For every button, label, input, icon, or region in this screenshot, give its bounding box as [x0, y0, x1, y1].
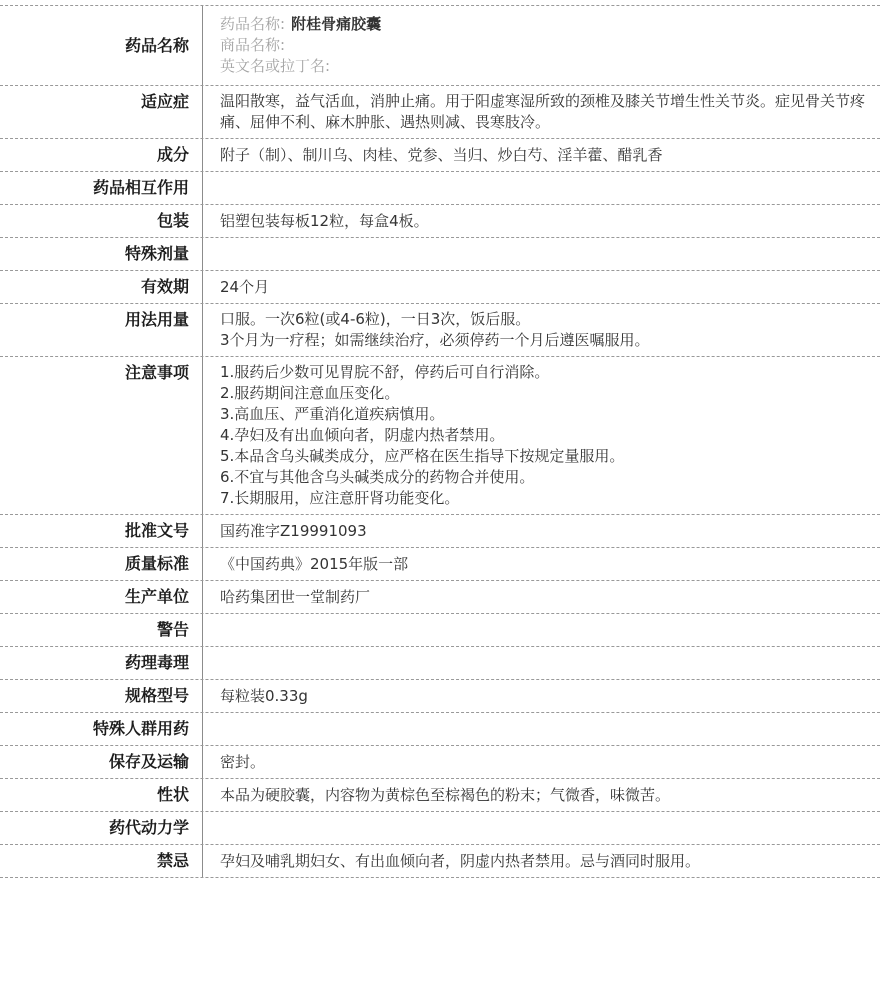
- row-label: 性状: [0, 779, 203, 811]
- table-row-precautions: [0, 357, 880, 515]
- content-line: 24个月: [220, 277, 270, 296]
- table-row-pharmacokinetics: [0, 812, 880, 845]
- row-content: [203, 812, 880, 844]
- table-row-quality-standard: [0, 548, 880, 581]
- trade-name-line: [220, 35, 866, 56]
- content-line: 5.本品含乌头碱类成分，应严格在医生指导下按规定量服用。: [220, 447, 625, 465]
- content-line: 附子（制）、制川乌、肉桂、党参、当归、炒白芍、淫羊藿、醋乳香: [220, 145, 663, 164]
- row-label: 成分: [0, 139, 203, 171]
- row-content: [203, 680, 880, 712]
- row-content: [203, 86, 880, 138]
- content-line: 孕妇及哺乳期妇女、有出血倾向者，阴虚内热者禁用。忌与酒同时服用。: [220, 851, 701, 870]
- table-row-warning: [0, 614, 880, 647]
- content-line: 密封。: [220, 752, 266, 771]
- table-row-manufacturer: [0, 581, 880, 614]
- row-label: 特殊剂量: [0, 238, 203, 270]
- row-content: [203, 6, 880, 85]
- row-label: 用法用量: [0, 304, 203, 356]
- content-line: 口服。一次6粒(或4-6粒)，一日3次，饭后服。: [220, 310, 531, 328]
- table-row-pharmacology-toxicology: [0, 647, 880, 680]
- drug-name-line: [220, 14, 866, 35]
- row-label: 禁忌: [0, 845, 203, 877]
- row-content: [203, 779, 880, 811]
- row-content: [203, 271, 880, 303]
- row-content: [203, 238, 880, 270]
- content-line: 7.长期服用，应注意肝肾功能变化。: [220, 489, 460, 507]
- row-label: 规格型号: [0, 680, 203, 712]
- row-content: [203, 845, 880, 877]
- row-label: 药品相互作用: [0, 172, 203, 204]
- table-row-storage-transport: [0, 746, 880, 779]
- row-label: 药代动力学: [0, 812, 203, 844]
- table-row-special-populations: [0, 713, 880, 746]
- row-label: 警告: [0, 614, 203, 646]
- content-line: 4.孕妇及有出血倾向者，阴虚内热者禁用。: [220, 426, 505, 444]
- row-label: 适应症: [0, 86, 203, 138]
- row-content: [203, 581, 880, 613]
- content-line: 哈药集团世一堂制药厂: [220, 587, 371, 606]
- row-label: 有效期: [0, 271, 203, 303]
- content-line: 3.高血压、严重消化道疾病慎用。: [220, 405, 445, 423]
- table-row-packaging: [0, 205, 880, 238]
- row-content: [203, 205, 880, 237]
- content-line: 《中国药典》2015年版一部: [220, 554, 409, 573]
- table-row-ingredients: [0, 139, 880, 172]
- row-content: [203, 139, 880, 171]
- row-content: [203, 357, 880, 514]
- content-line: 1.服药后少数可见胃脘不舒，停药后可自行消除。: [220, 363, 550, 381]
- table-row-specification: [0, 680, 880, 713]
- drug-name-prefix: 药品名称:: [220, 15, 286, 33]
- content-line: 国药准字Z19991093: [220, 521, 367, 540]
- row-content: [203, 614, 880, 646]
- row-label: 注意事项: [0, 357, 203, 514]
- row-label: 批准文号: [0, 515, 203, 547]
- drug-name-value: 附桂骨痛胶囊: [291, 15, 382, 33]
- table-row-contraindications: [0, 845, 880, 878]
- table-row-dosage-administration: [0, 304, 880, 357]
- row-content: [203, 515, 880, 547]
- row-content: [203, 746, 880, 778]
- content-line: 铝塑包装每板12粒，每盒4板。: [220, 211, 429, 230]
- content-line: 2.服药期间注意血压变化。: [220, 384, 400, 402]
- table-row-special-dosage: [0, 238, 880, 271]
- row-label: 生产单位: [0, 581, 203, 613]
- row-content: [203, 713, 880, 745]
- table-row-approval-number: [0, 515, 880, 548]
- content-line: 本品为硬胶囊，内容物为黄棕色至棕褐色的粉末；气微香，味微苦。: [220, 785, 671, 804]
- table-row-shelf-life: [0, 271, 880, 304]
- table-row-indications: [0, 86, 880, 139]
- table-row-drug-interactions: [0, 172, 880, 205]
- row-label: 包装: [0, 205, 203, 237]
- content-line: 6.不宜与其他含乌头碱类成分的药物合并使用。: [220, 468, 535, 486]
- drug-info-table: [0, 5, 880, 878]
- row-content: [203, 647, 880, 679]
- row-label: 特殊人群用药: [0, 713, 203, 745]
- content-line: 每粒装0.33g: [220, 686, 308, 705]
- latin-name-prefix: 英文名或拉丁名:: [220, 57, 331, 75]
- row-content: [203, 548, 880, 580]
- row-label: 药品名称: [0, 6, 203, 85]
- table-row-drug-name: [0, 6, 880, 86]
- trade-name-prefix: 商品名称:: [220, 36, 286, 54]
- row-content: [203, 172, 880, 204]
- row-label: 保存及运输: [0, 746, 203, 778]
- row-label: 药理毒理: [0, 647, 203, 679]
- content-line: 温阳散寒，益气活血，消肿止痛。用于阳虚寒湿所致的颈椎及膝关节增生性关节炎。症见骨关节疼痛、屈伸不利、麻木肿胀、遇热则减、畏寒肢冷。: [220, 92, 866, 131]
- row-label: 质量标准: [0, 548, 203, 580]
- latin-name-line: [220, 56, 866, 77]
- content-line: 3个月为一疗程；如需继续治疗，必须停药一个月后遵医嘱服用。: [220, 331, 650, 349]
- row-content: [203, 304, 880, 356]
- table-row-description: [0, 779, 880, 812]
